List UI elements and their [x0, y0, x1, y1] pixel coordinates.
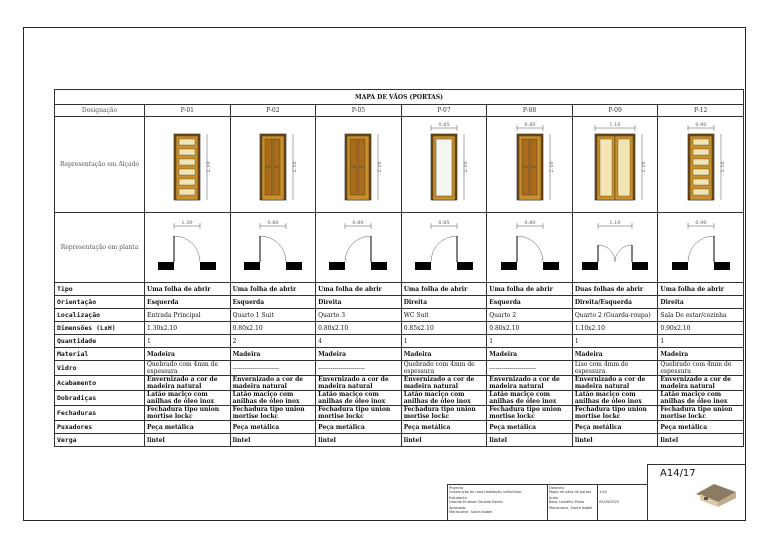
door-elevation-drawing: [152, 120, 222, 210]
table-cell: Esquerda: [230, 296, 316, 309]
table-cell: Quarto 2 (Guarda-roupa): [572, 309, 658, 322]
table-cell: Latão maciço com anilhas de óleo inox: [572, 391, 658, 406]
door-plan-drawing: [233, 216, 313, 280]
table-cell: Fechadura tipo union mortise lockc: [230, 406, 316, 421]
table-cell: Direita: [401, 296, 487, 309]
table-cell: Fechadura tipo union mortise lockc: [145, 406, 231, 421]
table-row: [55, 434, 744, 447]
table-cell: 0.80x2.10: [230, 322, 316, 335]
table-cell: lintel: [316, 434, 402, 447]
table-cell: Latão maciço com anilhas de óleo inox: [145, 391, 231, 406]
door-elevation-drawing: [238, 120, 308, 210]
table-cell: Uma folha de abrir: [658, 283, 744, 296]
table-cell: Uma folha de abrir: [487, 283, 573, 296]
table-cell: 0.80x2.10: [316, 322, 402, 335]
table-cell: Madeira: [316, 348, 402, 361]
table-row: [55, 376, 744, 391]
plan-width-dimension: 0.80: [523, 219, 536, 226]
table-cell: lintel: [401, 434, 487, 447]
door-elevation-drawing: [409, 120, 479, 210]
row-label: Fechaduras: [55, 406, 145, 421]
table-cell: lintel: [658, 434, 744, 447]
table-cell: 1: [401, 335, 487, 348]
table-row: [55, 348, 744, 361]
table-cell: Direita: [658, 296, 744, 309]
door-plan-drawing: [147, 216, 227, 280]
door-plan-cell: [658, 213, 744, 283]
table-cell: Esquerda: [487, 296, 573, 309]
student-name: Grande Ernesto Geraldo Bento: [449, 500, 503, 504]
row-label: Orientação: [55, 296, 145, 309]
table-cell: -----------------------: [230, 361, 316, 376]
height-dimension: 2.10: [548, 160, 555, 173]
table-cell: Peça metálica: [145, 421, 231, 434]
door-plan-drawing: [404, 216, 484, 280]
door-schedule: [54, 89, 744, 487]
table-cell: Esquerda: [145, 296, 231, 309]
table-cell: Quarto 3: [316, 309, 402, 322]
table-cell: Uma folha de abrir: [230, 283, 316, 296]
scale-value: 1:50: [599, 490, 607, 494]
height-dimension: 2.10: [206, 160, 213, 173]
table-cell: 4: [316, 335, 402, 348]
table-cell: Peça metálica: [487, 421, 573, 434]
plan-width-dimension: 1.10: [609, 219, 621, 226]
table-cell: Direita: [316, 296, 402, 309]
table-row: [55, 296, 744, 309]
row-label: Dobradiças: [55, 391, 145, 406]
table-cell: WC Suit: [401, 309, 487, 322]
height-dimension: 2.10: [377, 160, 384, 173]
table-cell: Fechadura tipo union mortise lockc: [572, 406, 658, 421]
student-caption: Estudante: [449, 496, 467, 500]
table-cell: Peça metálica: [658, 421, 744, 434]
column-header: P-09: [572, 105, 658, 117]
date-value: 05/09/2023: [599, 500, 620, 504]
door-elevation-cell: [572, 117, 658, 213]
table-cell: Fechadura tipo union mortise lockc: [316, 406, 402, 421]
table-cell: Envernizado a cor de madeira natural: [572, 376, 658, 391]
sheet-title-caption: Desenho: [549, 486, 565, 490]
table-cell: Madeira: [572, 348, 658, 361]
table-cell: 1: [658, 335, 744, 348]
table-cell: lintel: [230, 434, 316, 447]
table-cell: Quarto 2: [487, 309, 573, 322]
table-cell: Uma folha de abrir: [145, 283, 231, 296]
width-dimension: 0.85: [438, 121, 450, 128]
table-cell: Fechadura tipo union mortise lockc: [401, 406, 487, 421]
column-header: P-12: [658, 105, 744, 117]
door-plan-drawing: [575, 216, 655, 280]
table-cell: Quarto 1 Suit: [230, 309, 316, 322]
plan-width-dimension: 0.80: [352, 219, 364, 226]
approval-place: Maracuene, Santa Isabel: [449, 510, 493, 514]
sheet-number: A14/17: [660, 468, 696, 479]
table-cell: Uma folha de abrir: [401, 283, 487, 296]
door-elevation-cell: [145, 117, 231, 213]
row-label: Verga: [55, 434, 145, 447]
table-cell: lintel: [145, 434, 231, 447]
table-row: [55, 361, 744, 376]
sheet-title: Mapa de vãos de portas: [549, 490, 592, 494]
table-cell: Envernizado a cor de madeira natural: [145, 376, 231, 391]
door-plan-drawing: [490, 216, 570, 280]
table-cell: Latão maciço com anilhas de óleo inox: [230, 391, 316, 406]
column-header: P-08: [487, 105, 573, 117]
width-dimension: 0.90: [695, 121, 707, 128]
plan-width-dimension: 0.80: [267, 219, 279, 226]
door-plan-cell: [316, 213, 402, 283]
width-dimension: 0.80: [523, 121, 536, 128]
door-plan-cell: [487, 213, 573, 283]
table-cell: 1: [145, 335, 231, 348]
table-row: [55, 322, 744, 335]
project-caption: Projecto: [449, 486, 464, 490]
row-label: Acabamento: [55, 376, 145, 391]
door-plan-cell: [230, 213, 316, 283]
table-cell: 0.80x2.10: [487, 322, 573, 335]
table-cell: Madeira: [658, 348, 744, 361]
place-name: Maracuene, Santa Isabel: [549, 506, 593, 510]
door-elevation-cell: [658, 117, 744, 213]
table-row: [55, 421, 744, 434]
table-cell: Envernizado a cor de madeira natural: [487, 376, 573, 391]
table-cell: Peça metálica: [572, 421, 658, 434]
table-cell: Envernizado a cor de madeira natural: [401, 376, 487, 391]
door-elevation-drawing: [495, 120, 565, 210]
row-label: Material: [55, 348, 145, 361]
table-cell: 1: [487, 335, 573, 348]
table-cell: Madeira: [230, 348, 316, 361]
project-name: Construção de uma habitação unifamiliar: [449, 490, 522, 494]
door-elevation-drawing: [580, 120, 650, 210]
column-header: P-02: [230, 105, 316, 117]
table-row: [55, 391, 744, 406]
door-elevation-cell: [401, 117, 487, 213]
table-cell: Latão maciço com anilhas de óleo inox: [316, 391, 402, 406]
table-cell: Latão maciço com anilhas de óleo inox: [401, 391, 487, 406]
table-cell: Madeira: [401, 348, 487, 361]
table-cell: lintel: [487, 434, 573, 447]
door-plan-cell: [401, 213, 487, 283]
row-label: Tipo: [55, 283, 145, 296]
height-dimension: 2.10: [719, 160, 726, 173]
column-header: P-05: [316, 105, 402, 117]
table-cell: Quebrado com 4mm de espessura: [145, 361, 231, 376]
row-label: Dimensões (LxH): [55, 322, 145, 335]
table-cell: Sala De estar/cozinha: [658, 309, 744, 322]
plan-label: Representação em planta: [55, 213, 145, 283]
table-cell: Quebrado com 4mm de espessura: [401, 361, 487, 376]
table-cell: Latão maciço com anilhas de óleo inox: [487, 391, 573, 406]
table-cell: Fechadura tipo union mortise lockc: [658, 406, 744, 421]
table-cell: Envernizado a cor de madeira natural: [316, 376, 402, 391]
table-cell: Madeira: [145, 348, 231, 361]
height-dimension: 2.10: [641, 160, 648, 173]
width-dimension: 1.10: [609, 121, 621, 128]
table-cell: Peça metálica: [316, 421, 402, 434]
table-cell: 1: [572, 335, 658, 348]
table-row: [55, 283, 744, 296]
house-logo-icon: [692, 478, 742, 508]
plan-width-dimension: 0.90: [695, 219, 707, 226]
table-cell: Envernizado a cor de madeira natural: [658, 376, 744, 391]
door-plan-cell: [572, 213, 658, 283]
table-cell: Entrada Principal: [145, 309, 231, 322]
door-elevation-cell: [316, 117, 402, 213]
table-cell: Liso com 4mm de espessura: [572, 361, 658, 376]
table-cell: Fechadura tipo union mortise lockc: [487, 406, 573, 421]
elevation-label: Representação em Alçado: [55, 117, 145, 213]
table-cell: -----------------------: [487, 361, 573, 376]
table-cell: -----------------------: [316, 361, 402, 376]
row-label: Puxadores: [55, 421, 145, 434]
door-plan-drawing: [661, 216, 741, 280]
door-elevation-cell: [487, 117, 573, 213]
door-plan-cell: [145, 213, 231, 283]
table-cell: lintel: [572, 434, 658, 447]
table-cell: Duas folhas de abrir: [572, 283, 658, 296]
table-title: MAPA DE VÃOS (PORTAS): [55, 90, 744, 105]
table-cell: Peça metálica: [401, 421, 487, 434]
table-cell: 0.90x2.10: [658, 322, 744, 335]
row-label: Quantidade: [55, 335, 145, 348]
table-cell: 1.10x2.10: [572, 322, 658, 335]
column-header: P-07: [401, 105, 487, 117]
column-header: P-01: [145, 105, 231, 117]
table-row: [55, 406, 744, 421]
title-block: [447, 464, 745, 520]
table-cell: Latão maciço com anilhas de óleo inox: [658, 391, 744, 406]
table-cell: Envernizado a cor de madeira natural: [230, 376, 316, 391]
table-cell: Direita/Esquerda: [572, 296, 658, 309]
header-label: Designação: [55, 105, 145, 117]
door-schedule-table: [54, 89, 744, 447]
door-elevation-drawing: [323, 120, 393, 210]
author-caption: Autor: [549, 496, 559, 500]
height-dimension: 2.10: [462, 160, 469, 173]
drawing-sheet: [23, 27, 746, 521]
table-cell: Peça metálica: [230, 421, 316, 434]
table-cell: 1.30x2.10: [145, 322, 231, 335]
door-elevation-drawing: [666, 120, 736, 210]
table-cell: Uma folha de abrir: [316, 283, 402, 296]
plan-width-dimension: 1.30: [181, 219, 193, 226]
row-label: Vidro: [55, 361, 145, 376]
table-row: [55, 335, 744, 348]
door-plan-drawing: [318, 216, 398, 280]
table-cell: 2: [230, 335, 316, 348]
approval-caption: Aprovado: [449, 506, 466, 510]
door-elevation-cell: [230, 117, 316, 213]
table-cell: Madeira: [487, 348, 573, 361]
table-row: [55, 309, 744, 322]
plan-width-dimension: 0.85: [438, 219, 450, 226]
height-dimension: 2.10: [291, 160, 298, 173]
table-cell: Quebrado com 4mm de espessura: [658, 361, 744, 376]
row-label: Localização: [55, 309, 145, 322]
table-cell: 0.85x2.10: [401, 322, 487, 335]
author-name: Bata, Leotério Paulo: [549, 500, 585, 504]
